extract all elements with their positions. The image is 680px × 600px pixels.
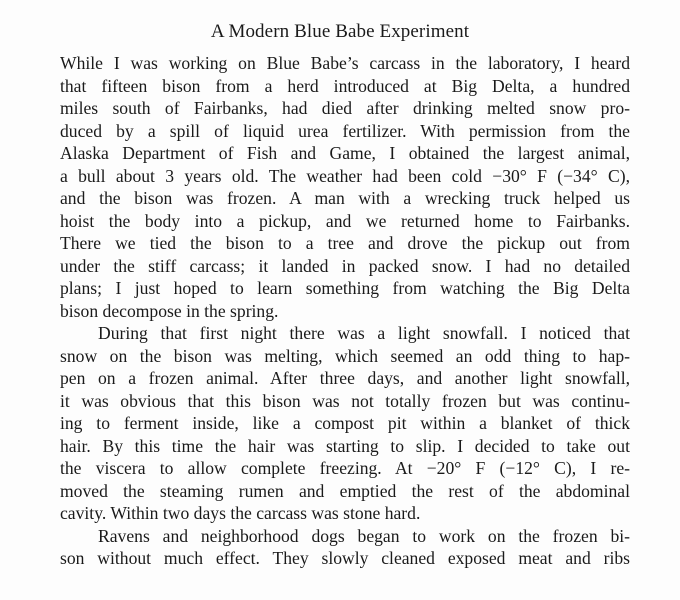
text-line: son without much effect. They slowly cleaned exposed meat and ribs bbox=[60, 548, 630, 568]
text-line: bison decompose in the spring. bbox=[60, 300, 279, 321]
text-line: Ravens and neighborhood dogs began to work on the frozen bi- bbox=[98, 525, 630, 546]
text-line: pen on a frozen animal. After three days, and another light snowfall, bbox=[60, 368, 630, 388]
text-line: During that first night there was a light snowfall. I noticed that bbox=[98, 323, 630, 343]
text-line: There we tied the bison to a tree and drove the pickup out from bbox=[60, 233, 630, 253]
text-line: duced by a spill of liquid urea fertilizer. With permission from the bbox=[60, 120, 630, 141]
text-line: that fifteen bison from a herd introduced at Big Delta, a hundred bbox=[60, 75, 630, 96]
text-line: a bull about 3 years old. The weather had been cold −30° F (−34° C), bbox=[60, 165, 630, 186]
text-line: hoist the body into a pickup, and we returned home to Fairbanks. bbox=[60, 210, 630, 231]
text-line: miles south of Fairbanks, had died after drinking melted snow pro- bbox=[60, 98, 630, 118]
text-line: plans; I just hoped to learn something from watching the Big Delta bbox=[60, 278, 630, 298]
text-line: it was obvious that this bison was not totally frozen but was continu- bbox=[60, 390, 630, 411]
text-line: Alaska Department of Fish and Game, I obtained the largest animal, bbox=[60, 143, 630, 163]
body-text bbox=[60, 52, 630, 570]
text-line: under the stiff carcass; it landed in packed snow. I had no detailed bbox=[60, 255, 630, 276]
text-line: ing to ferment inside, like a compost pit within a blanket of thick bbox=[60, 413, 630, 433]
text-line: hair. By this time the hair was starting to slip. I decided to take out bbox=[60, 435, 630, 456]
text-line: snow on the bison was melting, which seemed an odd thing to hap- bbox=[60, 345, 630, 366]
text-line: While I was working on Blue Babe’s carcass in the laboratory, I heard bbox=[60, 53, 630, 73]
text-line: and the bison was frozen. A man with a wrecking truck helped us bbox=[60, 188, 630, 208]
section-title: A Modern Blue Babe Experiment bbox=[210, 21, 470, 42]
text-line: cavity. Within two days the carcass was stone hard. bbox=[60, 503, 421, 523]
text-line: the viscera to allow complete freezing. At −20° F (−12° C), I re- bbox=[60, 458, 630, 478]
text-line: moved the steaming rumen and emptied the rest of the abdominal bbox=[60, 480, 630, 501]
